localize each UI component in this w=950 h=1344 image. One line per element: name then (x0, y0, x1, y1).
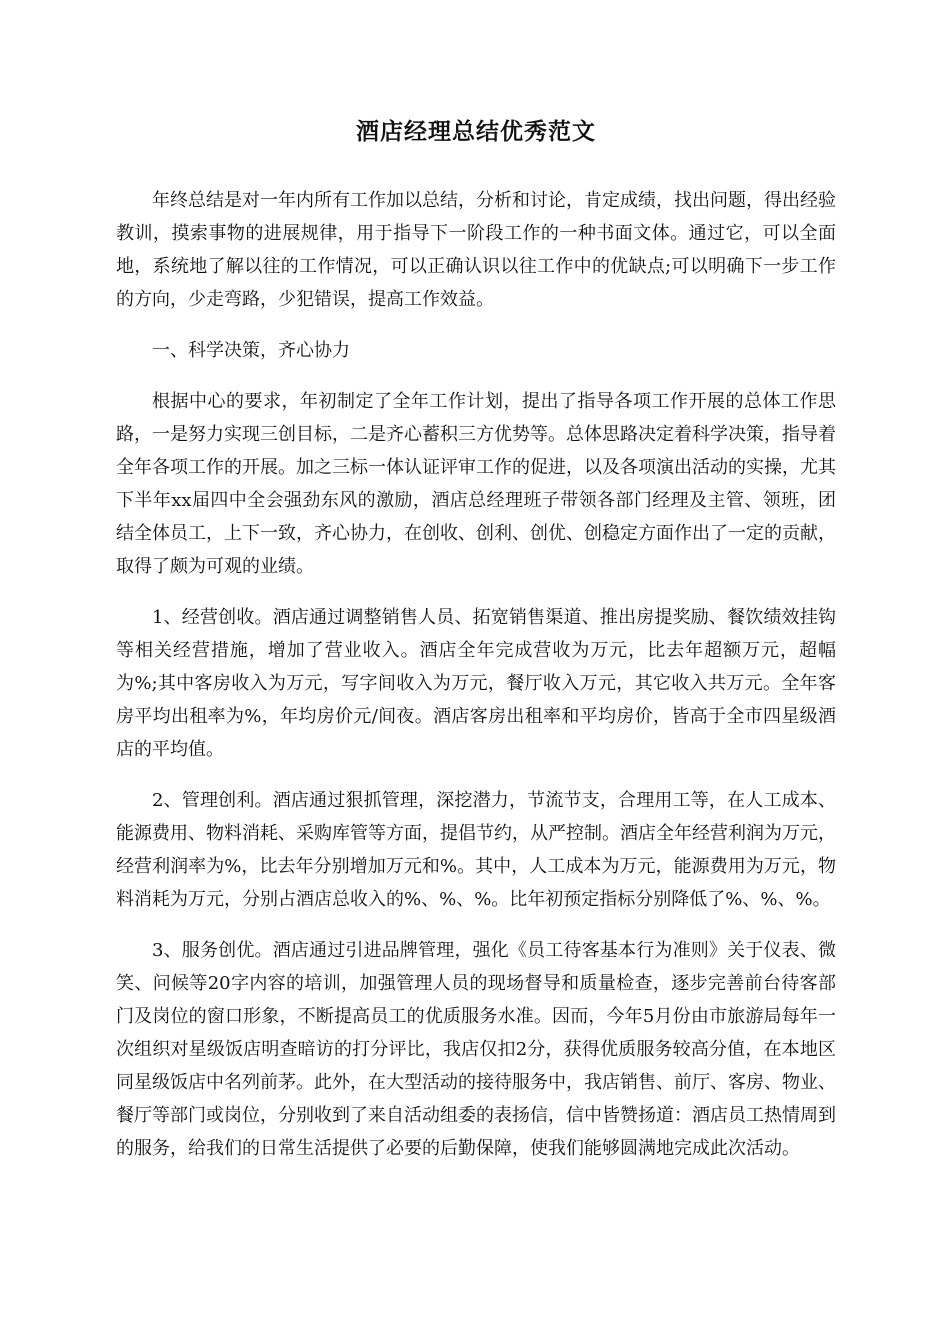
document-page (116, 112, 836, 1183)
item-2-paragraph: 2、管理创利。酒店通过狠抓管理，深挖潜力，节流节支，合理用工等，在人工成本、能源费用、物料消耗、采购库管等方面，提倡节约，从严控制。酒店全年经营利润为万元，经营利润率为%，比去年分别增加万元和%。其中，人工成本为万元，能源费用为万元，物料消耗为万元，分别占酒店总收入的%、%、%。比年初预定指标分别降低了%、%、%。 (116, 790, 836, 910)
intro-paragraph: 年终总结是对一年内所有工作加以总结，分析和讨论，肯定成绩，找出问题，得出经验教训，摸索事物的进展规律，用于指导下一阶段工作的一种书面文体。通过它，可以全面地，系统地了解以往的工作情况，可以正确认识以往工作中的优缺点;可以明确下一步工作的方向，少走弯路，少犯错误，提高工作效益。 (116, 190, 836, 310)
section-1-paragraph: 根据中心的要求，年初制定了全年工作计划，提出了指导各项工作开展的总体工作思路，一是努力实现三创目标，二是齐心蓄积三方优势等。总体思路决定着科学决策，指导着全年各项工作的开展。加之三标一体认证评审工作的促进，以及各项演出活动的实操，尤其下半年xx届四中全会强劲东风的激励，酒店总经理班子带领各部门经理及主管、领班，团结全体员工，上下一致，齐心协力，在创收、创利、创优、创稳定方面作出了一定的贡献，取得了颇为可观的业绩。 (116, 391, 836, 577)
item-1-paragraph: 1、经营创收。酒店通过调整销售人员、拓宽销售渠道、推出房提奖励、餐饮绩效挂钩等相关经营措施，增加了营业收入。酒店全年完成营收为万元，比去年超额万元，超幅为%;其中客房收入为万元，写字间收入为万元，餐厅收入万元，其它收入共万元。全年客房平均出租率为%，年均房价元/间夜。酒店客房出租率和平均房价，皆高于全市四星级酒店的平均值。 (116, 607, 836, 760)
section-heading-1: 一、科学决策，齐心协力 (152, 340, 350, 361)
document-title: 酒店经理总结优秀范文 (356, 118, 596, 145)
item-3-paragraph: 3、服务创优。酒店通过引进品牌管理，强化《员工待客基本行为准则》关于仪表、微笑、问候等20字内容的培训，加强管理人员的现场督导和质量检查，逐步完善前台待客部门及岗位的窗口形象，不断提高员工的优质服务水准。因而，今年5月份由市旅游局每年一次组织对星级饭店明查暗访的打分评比，我店仅扣2分，获得优质服务较高分值，在本地区同星级饭店中名列前茅。此外，在大型活动的接待服务中，我店销售、前厅、客房、物业、餐厅等部门或岗位，分别收到了来自活动组委的表扬信，信中皆赞扬道：酒店员工热情周到的服务，给我们的日常生活提供了必要的后勤保障，使我们能够圆满地完成此次活动。 (116, 940, 836, 1159)
